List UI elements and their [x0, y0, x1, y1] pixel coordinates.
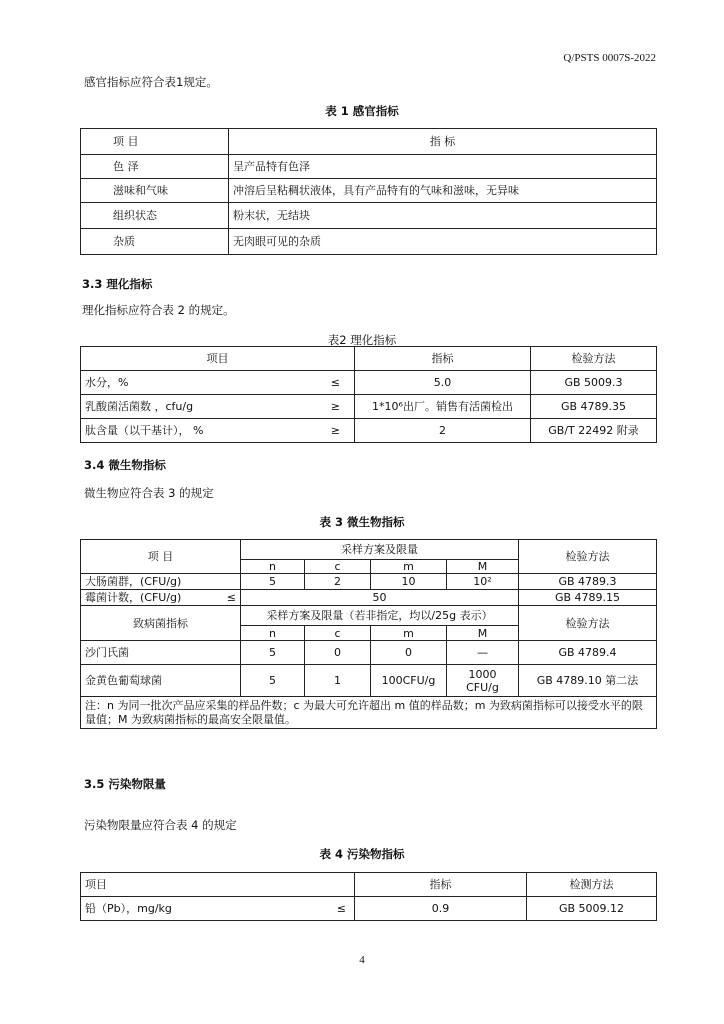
table-row [81, 347, 657, 371]
intro-sensory: 感官指标应符合表1规定。 [84, 75, 218, 89]
table4-item-cell [81, 897, 355, 921]
table2-item: 水分，% [85, 376, 129, 389]
physchem-table [80, 346, 657, 443]
table1-caption: 表 1 感官指标 [325, 104, 399, 118]
table1-cell: 粉末状，无结块 [229, 203, 657, 229]
table3-subheader-M: M [447, 560, 519, 574]
table-row [81, 155, 657, 179]
page-number: 4 [359, 954, 365, 966]
section-3-4-title: 3.4 微生物指标 [84, 458, 166, 472]
section-3-5-text: 污染物限量应符合表 4 的规定 [84, 818, 237, 832]
table1-header-item: 项 目 [81, 129, 229, 155]
pathogen-subheader-c: c [305, 626, 371, 641]
mold-value: 50 [241, 590, 519, 606]
staph-M-unit: CFU/g [466, 680, 499, 694]
pathogen-header: 致病菌指标 [81, 606, 241, 641]
table2-item: 乳酸菌活菌数 ，cfu/g [85, 400, 194, 413]
table-row [81, 203, 657, 229]
table2-value: 1*10⁶出厂。销售有活菌检出 [355, 395, 531, 419]
table-row [81, 665, 657, 697]
mold-symbol: ≤ [226, 591, 236, 604]
table1-cell: 冲溶后呈粘稠状液体，具有产品特有的气味和滋味，无异味 [229, 179, 657, 203]
table-row [81, 229, 657, 255]
coliform-n: 5 [241, 574, 305, 590]
table4-value: 0.9 [355, 897, 527, 921]
table3-caption: 表 3 微生物指标 [319, 515, 405, 529]
salmonella-item: 沙门氏菌 [81, 641, 241, 665]
pathogen-subheader-M: M [447, 626, 519, 641]
table2-symbol: ≤ [330, 376, 340, 389]
table-row [81, 179, 657, 203]
table-row [81, 395, 657, 419]
salmonella-n: 5 [241, 641, 305, 665]
table2-caption: 表2 理化指标 [327, 333, 397, 347]
table3-subheader-m: m [371, 560, 447, 574]
staph-method: GB 4789.10 第二法 [519, 665, 657, 697]
contaminant-table [80, 872, 657, 921]
table3-subheader-c: c [305, 560, 371, 574]
staph-item: 金黄色葡萄球菌 [81, 665, 241, 697]
table2-item-cell [81, 419, 355, 443]
table2-method: GB/T 22492 附录 [531, 419, 657, 443]
coliform-item: 大肠菌群，(CFU/g) [81, 574, 241, 590]
table-row [81, 574, 657, 590]
table-row [81, 897, 657, 921]
section-3-3-text: 理化指标应符合表 2 的规定。 [82, 303, 235, 317]
table2-value: 5.0 [355, 371, 531, 395]
salmonella-m: 0 [371, 641, 447, 665]
table1-cell: 组织状态 [81, 203, 229, 229]
table4-header-value: 指标 [355, 873, 527, 897]
table-row [81, 129, 657, 155]
table2-item-cell [81, 395, 355, 419]
table2-header-value: 指标 [355, 347, 531, 371]
microbio-table [80, 539, 657, 729]
table3-note: 注：n 为同一批次产品应采集的样品件数；c 为最大可允许超出 m 值的样品数；m 为致病菌指标可以接受水平的限量值；M 为致病菌指标的最高安全限量值。 [81, 697, 657, 729]
table1-cell: 无肉眼可见的杂质 [229, 229, 657, 255]
mold-item: 霉菌计数，(CFU/g) [85, 591, 182, 604]
table2-header-item: 项目 [81, 347, 355, 371]
staph-M [447, 665, 519, 697]
coliform-m: 10 [371, 574, 447, 590]
table3-subheader-n: n [241, 560, 305, 574]
table1-cell: 呈产品特有色泽 [229, 155, 657, 179]
staph-m: 100CFU/g [371, 665, 447, 697]
mold-method: GB 4789.15 [519, 590, 657, 606]
table1-cell: 杂质 [81, 229, 229, 255]
table-row [81, 697, 657, 729]
staph-c: 1 [305, 665, 371, 697]
table1-cell: 色 泽 [81, 155, 229, 179]
table1-cell: 滋味和气味 [81, 179, 229, 203]
table2-header-method: 检验方法 [531, 347, 657, 371]
table3-header-method: 检验方法 [519, 540, 657, 574]
table2-method: GB 4789.35 [531, 395, 657, 419]
doc-code: Q/PSTS 0007S-2022 [563, 52, 656, 64]
table2-item: 肽含量（以干基计）， % [85, 424, 204, 437]
pathogen-sampling-header: 采样方案及限量（若非指定，均以/25g 表示） [241, 606, 519, 626]
table-row [81, 590, 657, 606]
table2-symbol: ≥ [330, 424, 340, 437]
salmonella-M: — [447, 641, 519, 665]
sensory-table [80, 128, 657, 255]
mold-item-cell [81, 590, 241, 606]
coliform-method: GB 4789.3 [519, 574, 657, 590]
section-3-4-text: 微生物应符合表 3 的规定 [84, 486, 214, 500]
staph-n: 5 [241, 665, 305, 697]
table4-method: GB 5009.12 [527, 897, 657, 921]
table1-header-spec: 指 标 [229, 129, 657, 155]
coliform-M: 10² [447, 574, 519, 590]
staph-M-value: 1000 [468, 667, 497, 681]
table-row [81, 873, 657, 897]
table-row [81, 419, 657, 443]
table4-item: 铅（Pb），mg/kg [85, 902, 172, 915]
table4-symbol: ≤ [336, 902, 346, 915]
table4-caption: 表 4 污染物指标 [319, 847, 405, 861]
pathogen-subheader-m: m [371, 626, 447, 641]
section-3-3-title: 3.3 理化指标 [82, 277, 153, 291]
table-row [81, 371, 657, 395]
pathogen-method-header: 检验方法 [519, 606, 657, 641]
table-row [81, 540, 657, 560]
table3-header-item: 项 目 [81, 540, 241, 574]
table4-header-item: 项目 [81, 873, 355, 897]
coliform-c: 2 [305, 574, 371, 590]
table2-symbol: ≥ [330, 400, 340, 413]
table-row [81, 606, 657, 626]
pathogen-subheader-n: n [241, 626, 305, 641]
salmonella-method: GB 4789.4 [519, 641, 657, 665]
table3-header-sampling: 采样方案及限量 [241, 540, 519, 560]
table-row [81, 641, 657, 665]
table4-header-method: 检测方法 [527, 873, 657, 897]
table2-item-cell [81, 371, 355, 395]
section-3-5-title: 3.5 污染物限量 [84, 777, 166, 791]
table2-value: 2 [355, 419, 531, 443]
table2-method: GB 5009.3 [531, 371, 657, 395]
salmonella-c: 0 [305, 641, 371, 665]
